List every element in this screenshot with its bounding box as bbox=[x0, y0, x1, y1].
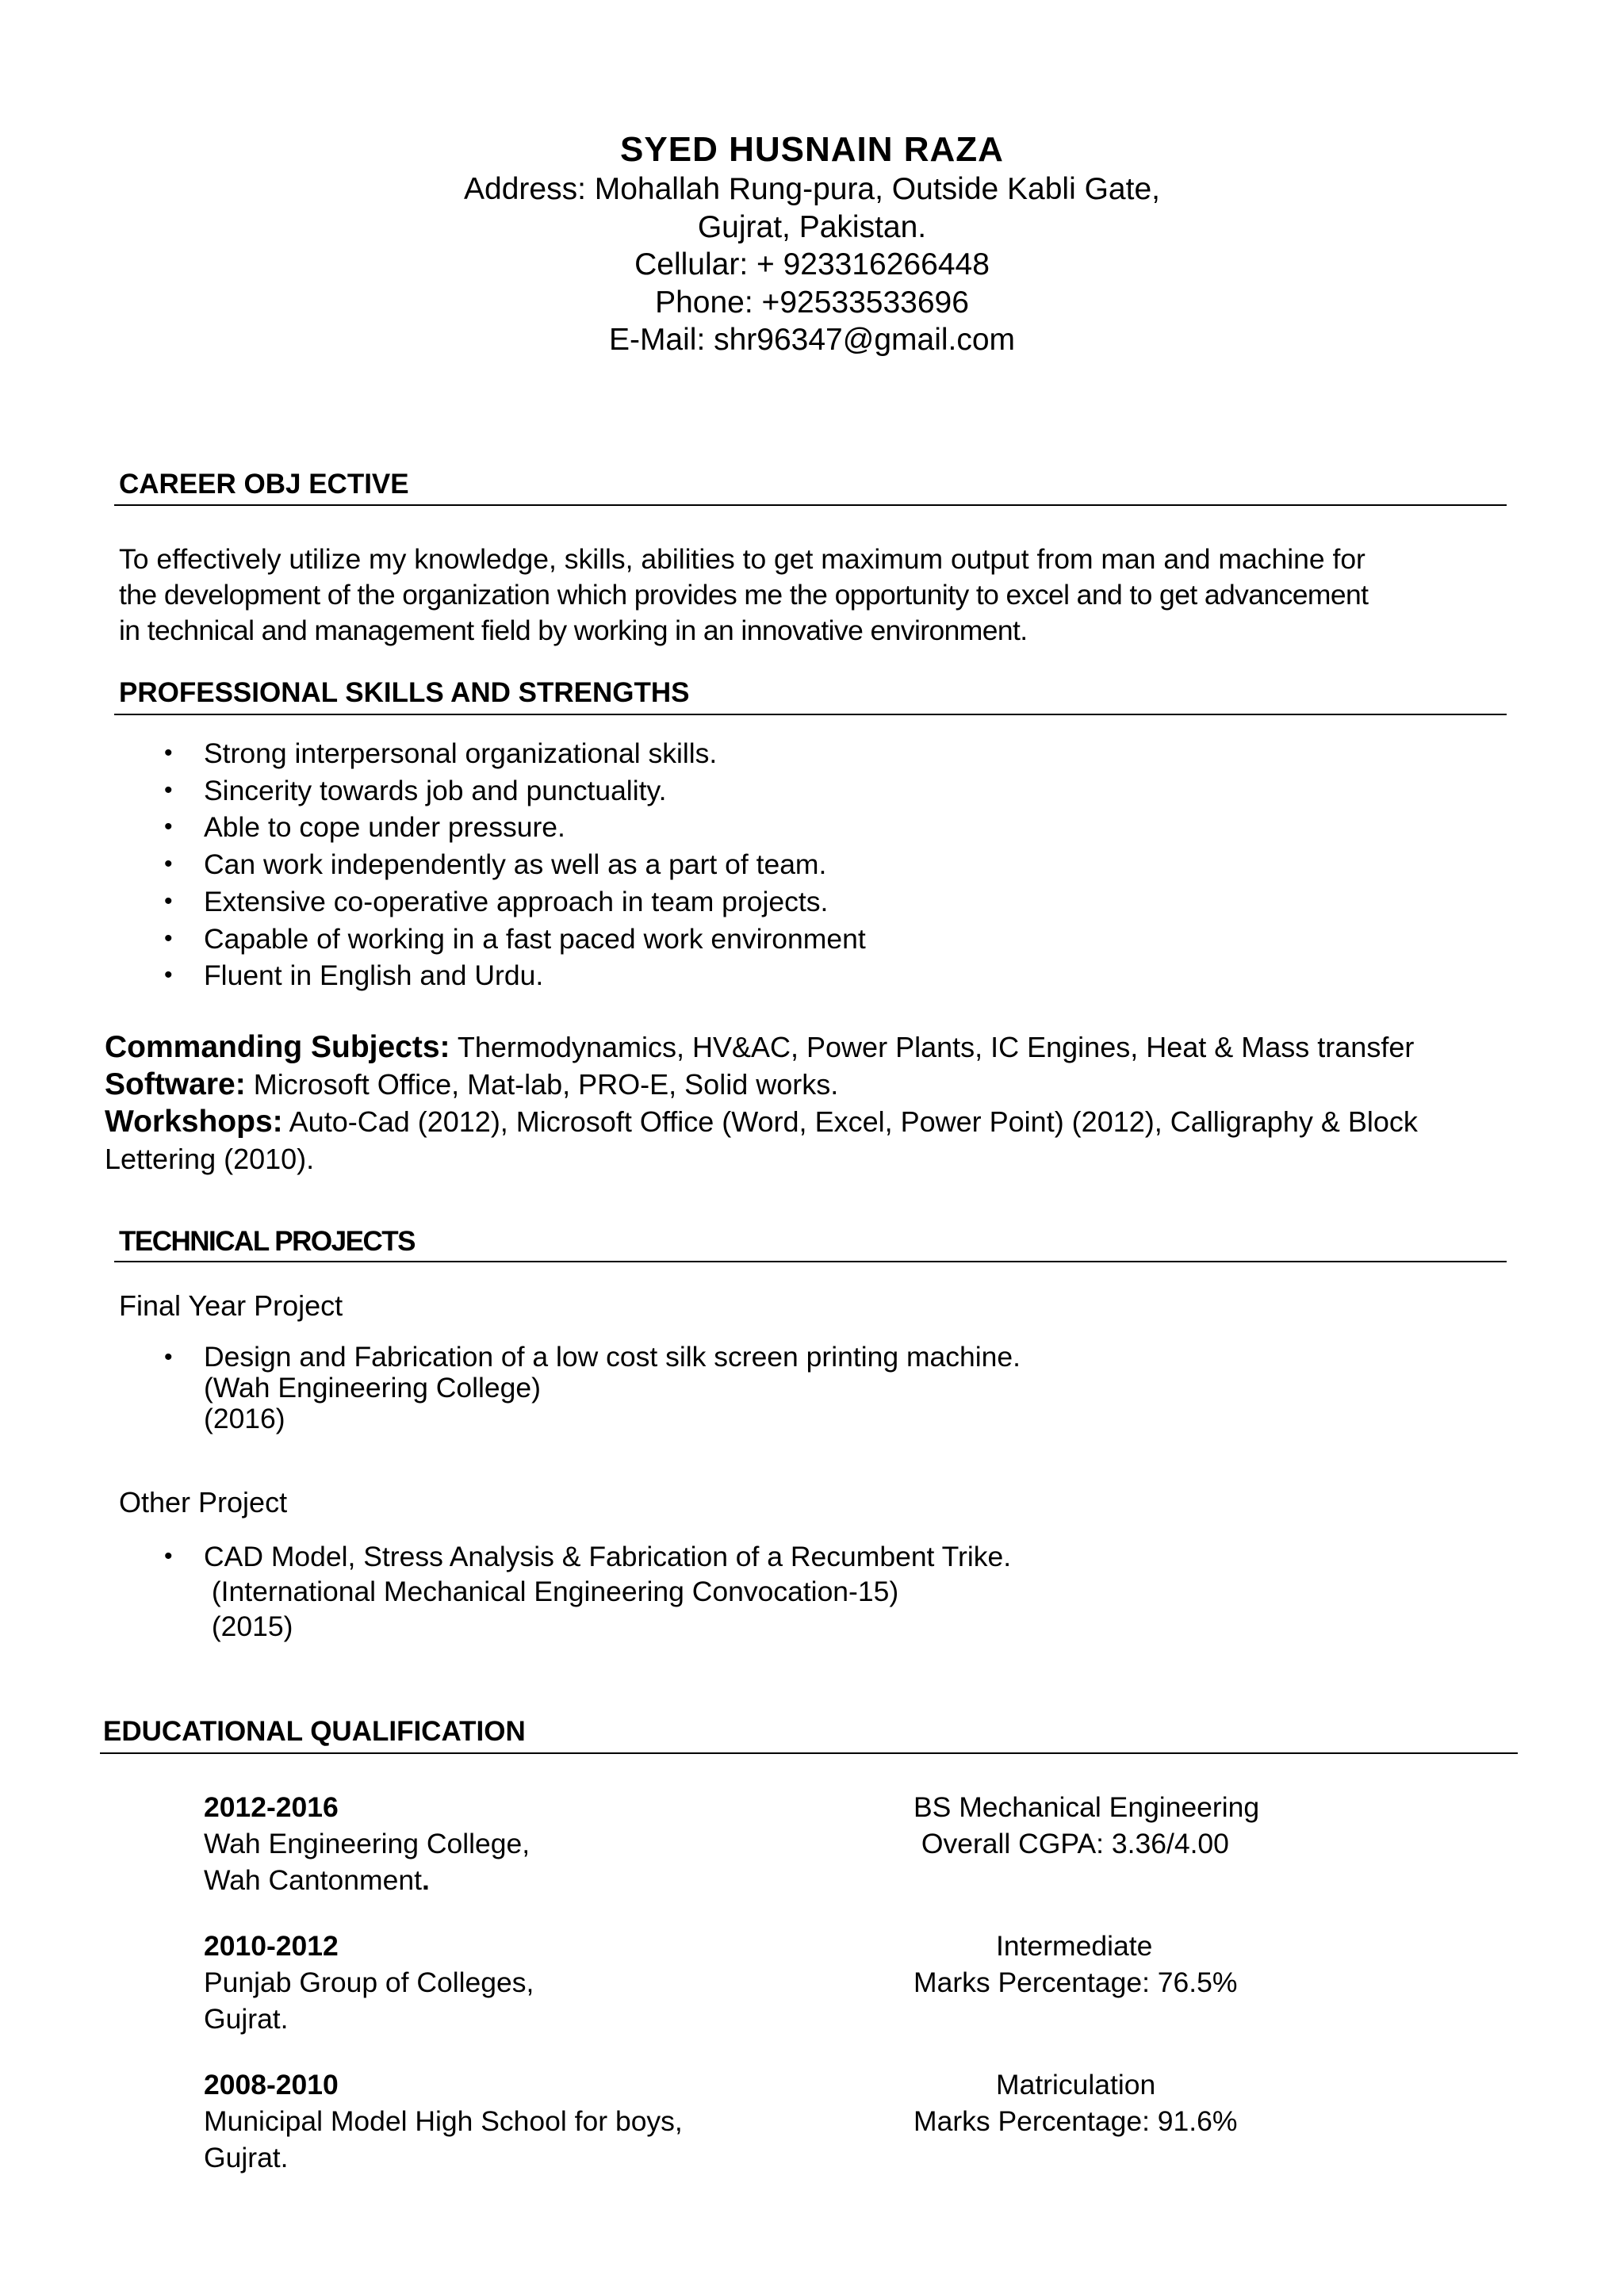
bullet-icon: • bbox=[164, 740, 173, 766]
skill-text: Strong interpersonal organizational skills. bbox=[204, 737, 718, 769]
list-item bbox=[164, 883, 1473, 921]
project-year: (2016) bbox=[204, 1403, 285, 1434]
skills-divider bbox=[114, 714, 1507, 715]
career-objective-line: To effectively utilize my knowledge, skills, abilities to get maximum output from man and machine for bbox=[119, 543, 1365, 575]
list-item bbox=[164, 809, 1473, 846]
career-objective-line: in technical and management field by working in an innovative environment. bbox=[119, 615, 1028, 646]
cellular-number: Cellular: + 923316266448 bbox=[634, 247, 990, 281]
career-objective-divider bbox=[114, 504, 1507, 506]
project-title: CAD Model, Stress Analysis & Fabrication of a Recumbent Trike. bbox=[204, 1541, 1012, 1572]
workshops-continued: Lettering (2010). bbox=[105, 1143, 315, 1175]
workshops-label: Workshops: bbox=[105, 1105, 283, 1139]
resume-header bbox=[0, 129, 1624, 359]
project-institution: (International Mechanical Engineering Convocation-15) bbox=[204, 1576, 899, 1607]
final-year-project-label: Final Year Project bbox=[119, 1289, 343, 1322]
career-objective-line: the development of the organization which provides me the opportunity to excel and to get advancement bbox=[119, 579, 1369, 611]
bullet-icon: • bbox=[164, 776, 173, 803]
skill-text: Capable of working in a fast paced work environment bbox=[204, 922, 866, 955]
bullet-icon: • bbox=[164, 851, 173, 878]
list-item bbox=[164, 957, 1473, 994]
commanding-subjects bbox=[105, 1028, 1532, 1066]
commanding-subjects-label: Commanding Subjects: bbox=[105, 1030, 450, 1064]
skill-text: Can work independently as well as a part of team. bbox=[204, 848, 827, 881]
list-item bbox=[164, 772, 1473, 810]
list-item bbox=[164, 735, 1473, 772]
final-year-project-item bbox=[164, 1341, 1021, 1434]
project-institution: (Wah Engineering College) bbox=[204, 1372, 541, 1404]
other-project-item bbox=[164, 1539, 1012, 1644]
software-value: Microsoft Office, Mat-lab, PRO-E, Solid works. bbox=[245, 1068, 839, 1101]
project-title: Design and Fabrication of a low cost silk screen printing machine. bbox=[204, 1341, 1021, 1373]
education-divider bbox=[100, 1752, 1518, 1754]
education-score: Overall CGPA: 3.36/4.00 bbox=[914, 1828, 1229, 1859]
skill-text: Able to cope under pressure. bbox=[204, 811, 565, 844]
education-years: 2012-2016 bbox=[204, 1791, 339, 1823]
bullet-icon: • bbox=[164, 1344, 173, 1370]
projects-divider bbox=[114, 1261, 1507, 1262]
skill-text: Sincerity towards job and punctuality. bbox=[204, 774, 667, 806]
bullet-icon: • bbox=[164, 925, 173, 952]
workshops bbox=[105, 1103, 1532, 1140]
education-degree: Matriculation bbox=[996, 2069, 1156, 2101]
bullet-icon: • bbox=[164, 962, 173, 989]
other-project-label: Other Project bbox=[119, 1486, 288, 1518]
commanding-subjects-value: Thermodynamics, HV&AC, Power Plants, IC Engines, Heat & Mass transfer bbox=[450, 1031, 1415, 1063]
bullet-icon: • bbox=[164, 887, 173, 914]
education-entry bbox=[204, 1928, 534, 2037]
workshops-value: Auto-Cad (2012), Microsoft Office (Word, Excel, Power Point) (2012), Calligraphy & Block bbox=[282, 1105, 1418, 1138]
education-location: Gujrat. bbox=[204, 2142, 289, 2173]
skills-heading: PROFESSIONAL SKILLS AND STRENGTHS bbox=[119, 677, 690, 708]
list-item bbox=[164, 921, 1473, 958]
career-objective-text bbox=[119, 542, 1530, 649]
education-score: Marks Percentage: 76.5% bbox=[914, 1967, 1238, 1998]
education-degree: BS Mechanical Engineering bbox=[914, 1791, 1260, 1823]
education-location: Gujrat. bbox=[204, 2003, 289, 2035]
skills-list bbox=[164, 735, 1473, 994]
subjects-block bbox=[105, 1028, 1532, 1178]
education-result bbox=[914, 1928, 1262, 2001]
software bbox=[105, 1066, 1532, 1103]
skill-text: Fluent in English and Urdu. bbox=[204, 959, 544, 992]
education-years: 2010-2012 bbox=[204, 1930, 339, 1962]
education-entry bbox=[204, 1789, 530, 1898]
software-label: Software: bbox=[105, 1067, 246, 1101]
education-result bbox=[914, 1789, 1259, 1862]
address-line-2: Gujrat, Pakistan. bbox=[697, 209, 927, 244]
education-heading: EDUCATIONAL QUALIFICATION bbox=[103, 1716, 526, 1747]
email-address: E-Mail: shr96347@gmail.com bbox=[608, 323, 1016, 357]
education-school: Municipal Model High School for boys, bbox=[204, 2105, 683, 2137]
skill-text: Extensive co-operative approach in team projects. bbox=[204, 885, 829, 917]
education-location bbox=[204, 1862, 530, 1898]
address-line-1: Address: Mohallah Rung-pura, Outside Kabli Gate, bbox=[464, 172, 1160, 206]
education-result bbox=[914, 2066, 1262, 2139]
bullet-icon: • bbox=[164, 814, 173, 841]
education-location-suffix: . bbox=[421, 1864, 430, 1896]
education-school: Punjab Group of Colleges, bbox=[204, 1967, 534, 1998]
projects-heading: TECHNICAL PROJECTS bbox=[119, 1226, 415, 1257]
education-location-text: Wah Cantonment bbox=[204, 1864, 422, 1896]
education-degree: Intermediate bbox=[996, 1930, 1153, 1962]
phone-number: Phone: +92533533696 bbox=[655, 285, 969, 320]
candidate-name: SYED HUSNAIN RAZA bbox=[620, 130, 1004, 169]
education-school: Wah Engineering College, bbox=[204, 1828, 530, 1859]
education-entry bbox=[204, 2066, 683, 2176]
career-objective-heading: CAREER OBJ ECTIVE bbox=[119, 469, 409, 500]
project-year: (2015) bbox=[204, 1610, 293, 1642]
education-score: Marks Percentage: 91.6% bbox=[914, 2105, 1238, 2137]
list-item bbox=[164, 846, 1473, 883]
education-years: 2008-2010 bbox=[204, 2069, 339, 2101]
bullet-icon: • bbox=[164, 1543, 173, 1569]
